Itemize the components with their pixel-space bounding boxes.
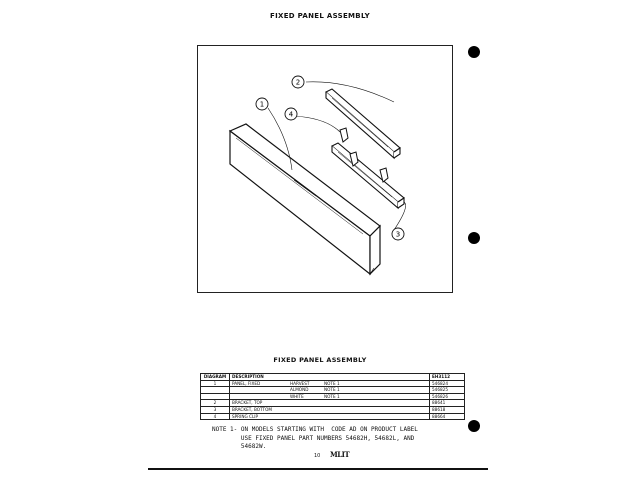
row-diagram [201, 387, 230, 394]
row-description-text: BRACKET, TOP [232, 400, 263, 406]
binder-hole-top [468, 46, 480, 58]
row-description-text [232, 394, 290, 400]
row-color [290, 400, 324, 406]
row-description-text: SPRING CLIP [232, 413, 259, 419]
table-row [201, 387, 465, 394]
row-description [230, 393, 430, 400]
header-diagram: DIAGRAM [201, 374, 230, 381]
row-color [290, 407, 324, 413]
exploded-diagram [197, 45, 453, 293]
row-description-text: PANEL, FIXED [232, 380, 261, 386]
row-part-number: 546825 [430, 387, 465, 394]
table-row [201, 406, 465, 413]
footnote-line-1: NOTE 1- ON MODELS STARTING WITH CODE AD ON PRODUCT LABEL [212, 426, 418, 433]
row-diagram: 2 [201, 400, 230, 407]
row-diagram: 4 [201, 413, 230, 420]
row-part-number: 88641 [430, 400, 465, 407]
footnote-line-2: USE FIXED PANEL PART NUMBERS 54682H, 54682L, AND [212, 434, 415, 442]
binder-hole-middle [468, 232, 480, 244]
row-diagram [201, 393, 230, 400]
table-row [201, 380, 465, 387]
svg-text:4: 4 [288, 110, 294, 119]
diagram-drawing [198, 46, 452, 292]
row-color [290, 414, 324, 420]
row-part-number: 546824 [430, 380, 465, 387]
parts-table-title: FIXED PANEL ASSEMBLY [273, 356, 367, 364]
page-bottom-rule [148, 468, 488, 470]
page-number: 10 [314, 453, 321, 459]
parts-table [200, 373, 465, 420]
row-diagram: 3 [201, 406, 230, 413]
row-description [230, 406, 430, 413]
row-note: NOTE 1 [324, 393, 340, 399]
svg-text:3: 3 [395, 230, 401, 239]
row-diagram: 1 [201, 380, 230, 387]
callout-4 [285, 108, 297, 120]
row-part-number: 546826 [430, 393, 465, 400]
row-description [230, 413, 430, 420]
row-color: ALMOND [290, 387, 309, 393]
row-note: NOTE 1 [324, 380, 340, 386]
page-title: FIXED PANEL ASSEMBLY [270, 12, 370, 20]
row-description [230, 400, 430, 407]
row-color: WHITE [290, 393, 304, 399]
callout-3 [392, 228, 404, 240]
callout-1 [256, 98, 268, 110]
table-row [201, 393, 465, 400]
parts-table-header [201, 374, 465, 381]
row-part-number: 88618 [430, 406, 465, 413]
row-description [230, 387, 430, 394]
row-part-number: 88664 [430, 413, 465, 420]
row-note: NOTE 1 [324, 387, 340, 393]
row-description [230, 380, 430, 387]
header-description: DESCRIPTION [230, 374, 430, 381]
table-row [201, 400, 465, 407]
handwritten-mark: MLIT [330, 450, 350, 459]
callout-2 [292, 76, 304, 88]
svg-text:1: 1 [259, 100, 265, 109]
svg-text:2: 2 [295, 78, 301, 87]
table-row [201, 413, 465, 420]
fixed-panel-drawing [230, 124, 380, 274]
row-description-text: BRACKET, BOTTOM [232, 406, 272, 412]
header-part-number: EH3112 [430, 374, 465, 381]
row-description-text [232, 387, 290, 393]
footnote-line-3: 54682W. [212, 443, 267, 450]
footnote [212, 426, 472, 452]
row-color: HARVEST [290, 380, 310, 386]
